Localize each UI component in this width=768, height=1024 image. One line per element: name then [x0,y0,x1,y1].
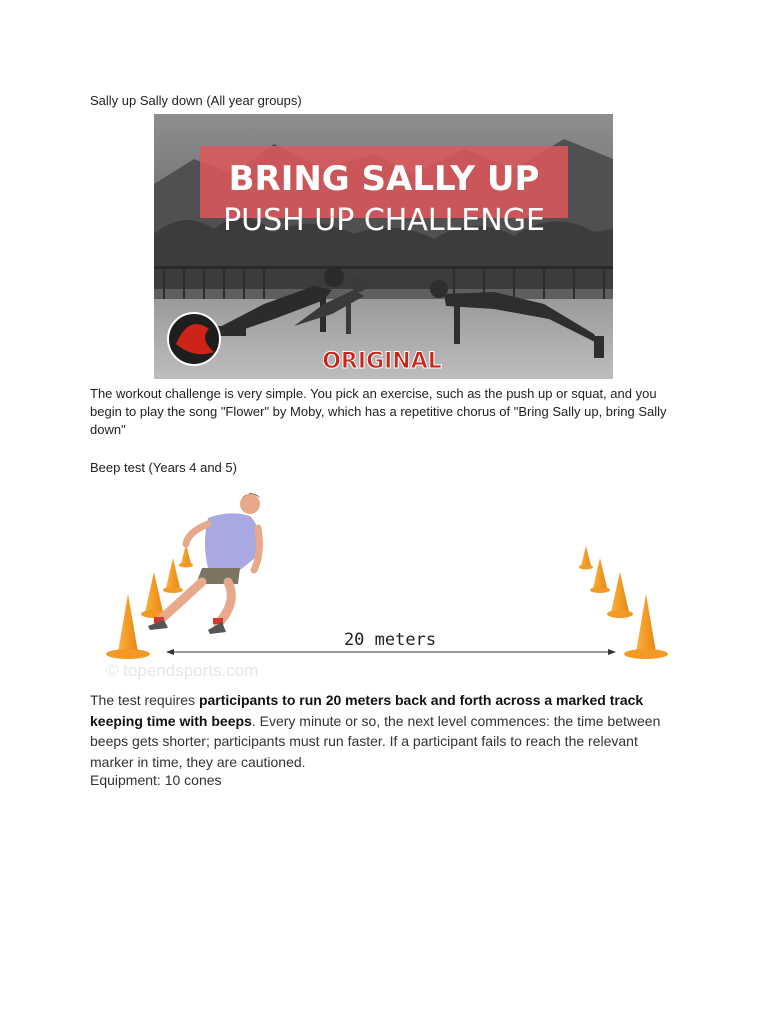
photo-railing-top [154,266,613,269]
banner-line1: BRING SALLY UP [228,159,540,199]
runner-figure [148,493,260,634]
beep-test-description [90,690,665,772]
para-bold: participants to run 20 meters back and forth across a marked track keeping time with beeps [90,692,644,729]
para-rest: . Every minute or so, the next level commences: the time between beeps gets shorter; participants must run faster. If a participant fails to reach the relevant marker in time, they are cautioned. [90,712,661,770]
cone-icon [179,544,193,568]
sally-heading: Sally up Sally down (All year groups) [90,93,302,108]
cone-icon [141,572,167,618]
distance-label: 20 meters [343,630,437,650]
watermark-text: © topendsports.com [106,661,259,680]
cone-icon [579,546,593,570]
sally-description: The workout challenge is very simple. You pick an exercise, such as the push up or squat, and you begin to play the song "Flower" by Moby, which has a repetitive chorus of "Bring Sally up, bring Sally down" [90,386,667,437]
equipment-line: Equipment: 10 cones [90,772,222,788]
push-up-challenge-image [154,114,613,379]
cone-icon [607,572,633,618]
cone-icon [590,558,610,593]
para-intro: The test requires [90,692,199,708]
beep-test-heading: Beep test (Years 4 and 5) [90,460,237,475]
banner-line2: PUSH UP CHALLENGE [223,203,545,238]
cone-icon [163,558,183,593]
cone-icon [624,594,668,659]
original-logo-text: ORIGINAL [322,349,442,374]
beep-test-illustration [90,484,690,684]
cone-icon [106,594,150,659]
